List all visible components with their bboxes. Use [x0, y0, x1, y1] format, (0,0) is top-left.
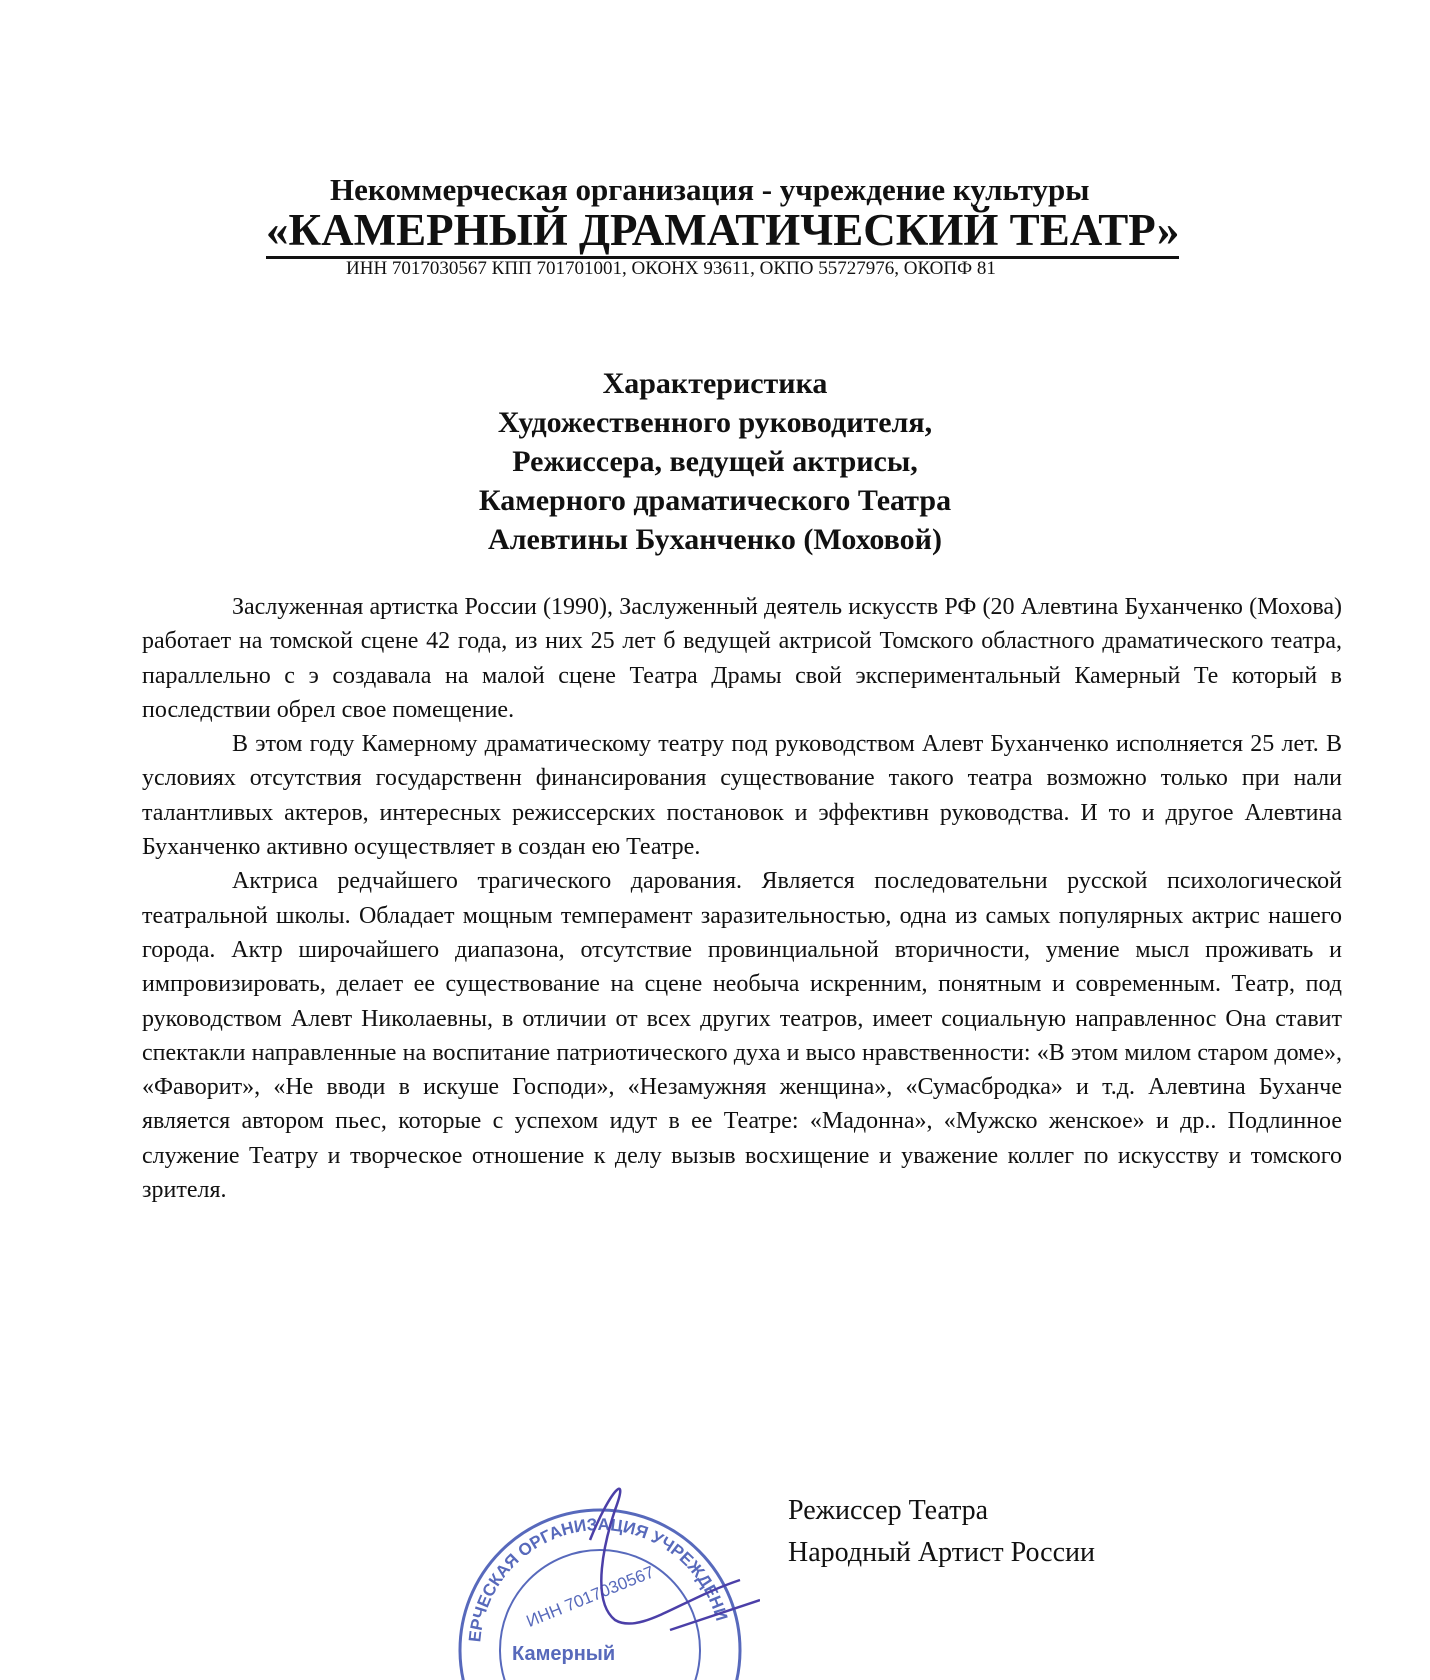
signatory-title: Народный Артист России	[788, 1537, 1096, 1568]
title-line: Камерного драматического Театра	[478, 484, 952, 517]
body-paragraph: В этом году Камерному драматическому театру под руководством Алевт Буханченко исполняется 25 лет. В условиях отсутствия государственн финансирования существование такого театра возможно только при нали талантливых актеров, интересных режиссерских постановок и эффективн руководства. И то и другое Алевтина Буханченко активно осуществляет в создан ею Театре.	[142, 731, 1342, 861]
title-line: Режиссера, ведущей актрисы,	[512, 445, 918, 478]
signatory-position: Режиссер Театра	[788, 1495, 989, 1526]
title-line: Художественного руководителя,	[497, 406, 933, 439]
stamp-arc-text: ЕРЧЕСКАЯ ОРГАНИЗАЦИЯ УЧРЕЖДЕНИ	[465, 1514, 732, 1643]
document-body	[142, 590, 1342, 1207]
organization-type-line: Некоммерческая организация - учреждение культуры	[330, 172, 1090, 207]
signature-block	[788, 1490, 1095, 1574]
title-line: Алевтины Буханченко (Моховой)	[488, 523, 942, 556]
document-title	[0, 364, 1430, 559]
body-paragraph: Заслуженная артистка России (1990), Заслуженный деятель искусств РФ (20 Алевтина Буханченко (Мохова) работает на томской сцене 42 года, из них 25 лет б ведущей актрисой Томского областного драматического театра, параллельно с э создавала на малой сцене Театра Драмы свой экспериментальный Камерный Те который в последствии обрел свое помещение.	[142, 594, 1342, 723]
registration-details: ИНН 7017030567 КПП 701701001, ОКОНХ 93611, ОКПО 55727976, ОКОПФ 81	[346, 258, 996, 279]
theatre-name-heading: «КАМЕРНЫЙ ДРАМАТИЧЕСКИЙ ТЕАТР»	[266, 206, 1179, 259]
organization-stamp	[440, 1450, 760, 1680]
stamp-center-text: Камерный	[512, 1643, 616, 1665]
body-paragraph: Актриса редчайшего трагического дарования. Является последовательни русской психологической театральной школы. Обладает мощным темперамент заразительностью, одна из самых популярных актрис нашего города. Актр широчайшего диапазона, отсутствие провинциальной вторичности, умение мысл проживать и импровизировать, делает ее существование на сцене необыча искренним, понятным и современным. Театр, под руководством Алевт Николаевны, в отличии от всех других театров, имеет социальную направленнос Она ставит спектакли направленные на воспитание патриотического духа и высо нравственности: «В этом милом старом доме», «Фаворит», «Не вводи в искуше Господи», «Незамужняя женщина», «Сумасбродка» и т.д. Алевтина Буханче является автором пьес, которые с успехом идут в ее Театре: «Мадонна», «Мужско женское» и др.. Подлинное служение Театру и творческое отношение к делу вызыв восхищение и уважение коллег по искусству и томского зрителя.	[142, 868, 1342, 1204]
stamp-inn-text: ИНН 7017030567	[523, 1562, 657, 1631]
title-line: Характеристика	[602, 367, 828, 400]
